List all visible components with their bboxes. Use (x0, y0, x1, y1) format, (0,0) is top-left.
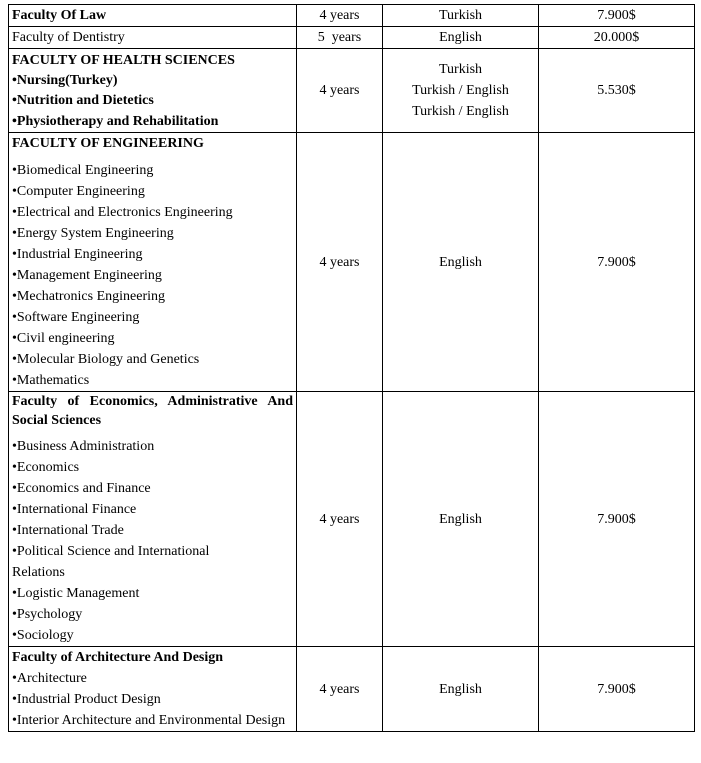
program-item: •Energy System Engineering (12, 226, 174, 241)
program-item: •International Trade (12, 523, 124, 538)
program-item: •Mathematics (12, 373, 90, 388)
program-item: •Architecture (12, 671, 87, 686)
duration-cell: 4 years (297, 647, 383, 732)
faculty-name: Faculty Of Law (9, 5, 297, 27)
language-item: Turkish / English (412, 104, 509, 119)
program-item: •Biomedical Engineering (12, 163, 154, 178)
table-row (9, 5, 695, 27)
faculty-name: Faculty of Dentistry (9, 27, 297, 49)
fee-cell: 20.000$ (539, 27, 695, 49)
program-item: •Molecular Biology and Genetics (12, 352, 200, 367)
faculty-programs-cell (9, 133, 297, 392)
faculty-programs-cell (9, 647, 297, 732)
faculty-name: FACULTY OF ENGINEERING (12, 136, 204, 151)
program-item: •Industrial Product Design (12, 692, 161, 707)
program-item: •Business Administration (12, 439, 155, 454)
program-item: •Software Engineering (12, 310, 140, 325)
program-item: •Logistic Management (12, 586, 140, 601)
program-item: •Psychology (12, 607, 83, 622)
fee-cell: 7.900$ (539, 392, 695, 647)
table-row (9, 49, 695, 133)
program-item: •Sociology (12, 628, 74, 643)
program-item: •Physiotherapy and Rehabilitation (12, 113, 219, 129)
language-cell: English (383, 647, 539, 732)
duration-cell: 5 years (297, 27, 383, 49)
language-cell (383, 49, 539, 133)
faculty-programs-cell (9, 49, 297, 133)
language-cell: English (383, 133, 539, 392)
language-item: Turkish / English (412, 83, 509, 98)
table-row (9, 27, 695, 49)
program-item: •Electrical and Electronics Engineering (12, 205, 233, 220)
duration-cell: 4 years (297, 5, 383, 27)
program-item: •International Finance (12, 502, 137, 517)
program-item: •Mechatronics Engineering (12, 289, 166, 304)
program-item: •Economics and Finance (12, 481, 151, 496)
table-row (9, 647, 695, 732)
program-item: •Industrial Engineering (12, 247, 143, 262)
faculty-name: Faculty of Architecture And Design (12, 650, 224, 665)
faculty-programs-cell (9, 392, 297, 647)
language-cell: Turkish (383, 5, 539, 27)
program-item: •Civil engineering (12, 331, 115, 346)
fee-cell: 7.900$ (539, 133, 695, 392)
program-item: •Economics (12, 460, 80, 475)
program-item: •Computer Engineering (12, 184, 145, 199)
faculty-name: FACULTY OF HEALTH SCIENCES (12, 52, 235, 68)
fee-cell: 5.530$ (539, 49, 695, 133)
program-item: •Nutrition and Dietetics (12, 92, 154, 108)
fee-cell: 7.900$ (539, 5, 695, 27)
faculty-fees-table (8, 4, 695, 732)
language-item: Turkish (438, 62, 483, 77)
duration-cell: 4 years (297, 49, 383, 133)
faculty-name: Faculty of Economics, Administrative And Social Sciences (12, 394, 293, 428)
table-row (9, 392, 695, 647)
duration-cell: 4 years (297, 133, 383, 392)
program-item: •Political Science and International Relations (12, 544, 210, 580)
table-row (9, 133, 695, 392)
program-item: •Interior Architecture and Environmental Design (12, 713, 286, 728)
fee-cell: 7.900$ (539, 647, 695, 732)
language-cell: English (383, 27, 539, 49)
program-item: •Management Engineering (12, 268, 162, 283)
duration-cell: 4 years (297, 392, 383, 647)
program-item: •Nursing(Turkey) (12, 72, 118, 88)
language-cell: English (383, 392, 539, 647)
